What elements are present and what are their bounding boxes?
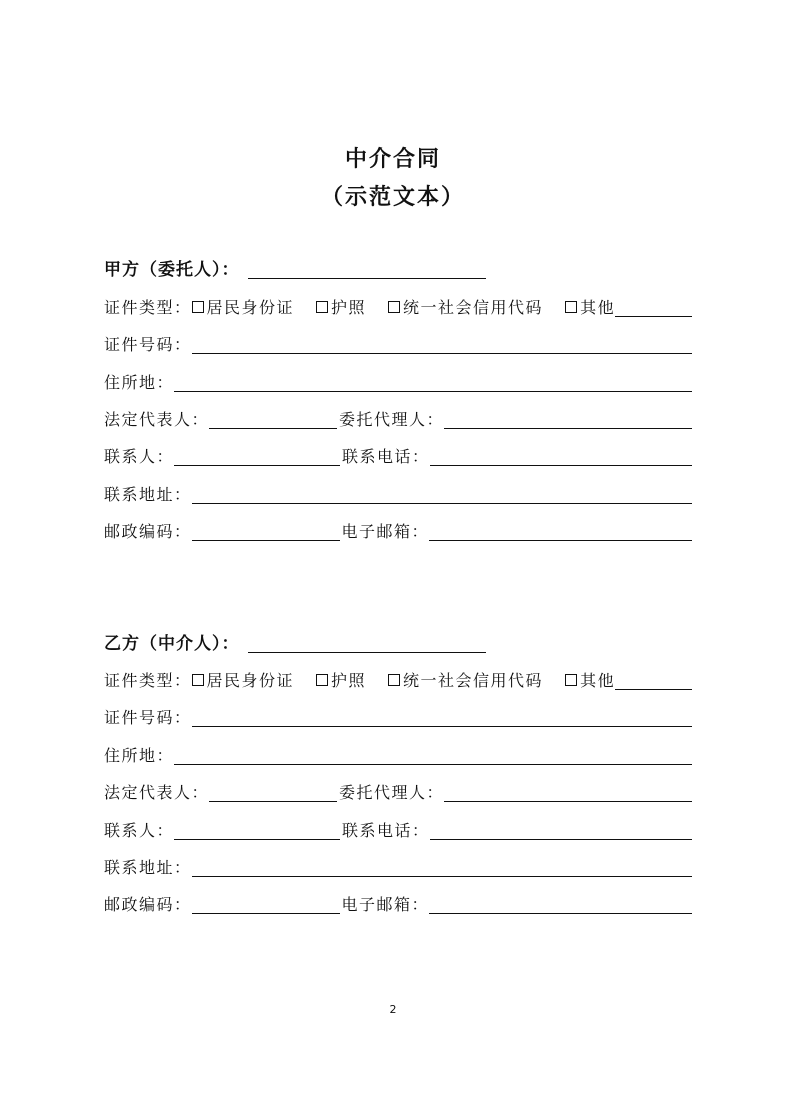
checkbox-icon[interactable] — [565, 301, 577, 313]
contact-label: 联系人： — [104, 821, 175, 840]
checkbox-credit-code[interactable]: 统一社会信用代码 — [388, 668, 543, 691]
document-title: 中介合同 — [344, 147, 441, 172]
party-a-contact-address-row — [104, 481, 692, 505]
party-a-id-number-row — [104, 331, 692, 355]
party-a-label: 甲方（委托人）： — [104, 260, 240, 280]
id-number-field[interactable] — [192, 707, 692, 727]
id-number-label: 证件号码： — [104, 335, 192, 354]
phone-label: 联系电话： — [342, 447, 430, 466]
other-type-field[interactable] — [615, 297, 692, 317]
document-subtitle: （示范文本） — [320, 185, 465, 210]
checkbox-id-card[interactable]: 居民身份证 — [192, 295, 295, 318]
party-a-address-row — [104, 369, 692, 393]
postal-code-label: 邮政编码： — [104, 522, 192, 541]
legal-rep-field[interactable] — [209, 409, 337, 429]
agent-label: 委托代理人： — [339, 410, 445, 429]
phone-field[interactable] — [430, 820, 692, 840]
party-b-id-type-row — [104, 667, 692, 691]
party-a-contact-row — [104, 443, 692, 467]
party-b-name-field[interactable] — [248, 633, 486, 653]
contact-field[interactable] — [174, 446, 340, 466]
checkbox-icon[interactable] — [565, 674, 577, 686]
email-label: 电子邮箱： — [341, 895, 430, 914]
page-number: 2 — [389, 1003, 397, 1016]
phone-label: 联系电话： — [342, 821, 430, 840]
agent-label: 委托代理人： — [339, 783, 445, 802]
agent-field[interactable] — [444, 782, 692, 802]
email-field[interactable] — [429, 894, 692, 914]
id-type-label: 证件类型： — [104, 298, 192, 317]
checkbox-other[interactable]: 其他 — [565, 668, 615, 691]
other-type-field[interactable] — [615, 670, 692, 690]
checkbox-other[interactable]: 其他 — [565, 295, 615, 318]
party-b-id-number-row — [104, 704, 692, 728]
postal-code-field[interactable] — [192, 521, 340, 541]
party-b-label: 乙方（中介人）： — [104, 634, 240, 654]
email-field[interactable] — [429, 521, 692, 541]
party-a-row — [104, 256, 692, 280]
contact-field[interactable] — [174, 820, 340, 840]
checkbox-icon[interactable] — [388, 301, 400, 313]
phone-field[interactable] — [430, 446, 692, 466]
party-b-postal-row — [104, 891, 692, 915]
checkbox-credit-code[interactable]: 统一社会信用代码 — [388, 295, 543, 318]
agent-field[interactable] — [444, 409, 692, 429]
contact-address-field[interactable] — [192, 484, 692, 504]
party-b-legal-rep-row — [104, 779, 692, 803]
checkbox-icon[interactable] — [316, 301, 328, 313]
contact-address-field[interactable] — [192, 857, 692, 877]
party-a-name-field[interactable] — [248, 259, 486, 279]
party-b-contact-address-row — [104, 854, 692, 878]
party-a-legal-rep-row — [104, 406, 692, 430]
postal-code-label: 邮政编码： — [104, 895, 192, 914]
checkbox-passport[interactable]: 护照 — [316, 668, 366, 691]
legal-rep-label: 法定代表人： — [104, 410, 210, 429]
contact-label: 联系人： — [104, 447, 175, 466]
id-type-label: 证件类型： — [104, 671, 192, 690]
contact-address-label: 联系地址： — [104, 858, 192, 877]
party-b-address-row — [104, 742, 692, 766]
party-a-postal-row — [104, 518, 692, 542]
address-field[interactable] — [174, 372, 692, 392]
checkbox-icon[interactable] — [316, 674, 328, 686]
postal-code-field[interactable] — [192, 894, 340, 914]
party-a-id-type-row — [104, 294, 692, 318]
id-number-label: 证件号码： — [104, 708, 192, 727]
legal-rep-field[interactable] — [209, 782, 337, 802]
party-b-contact-row — [104, 817, 692, 841]
contact-address-label: 联系地址： — [104, 485, 192, 504]
address-label: 住所地： — [104, 373, 175, 392]
email-label: 电子邮箱： — [341, 522, 430, 541]
party-b-row — [104, 630, 692, 654]
legal-rep-label: 法定代表人： — [104, 783, 210, 802]
checkbox-id-card[interactable]: 居民身份证 — [192, 668, 295, 691]
address-label: 住所地： — [104, 746, 175, 765]
checkbox-passport[interactable]: 护照 — [316, 295, 366, 318]
checkbox-icon[interactable] — [192, 301, 204, 313]
checkbox-icon[interactable] — [388, 674, 400, 686]
id-number-field[interactable] — [192, 334, 692, 354]
address-field[interactable] — [174, 745, 692, 765]
checkbox-icon[interactable] — [192, 674, 204, 686]
